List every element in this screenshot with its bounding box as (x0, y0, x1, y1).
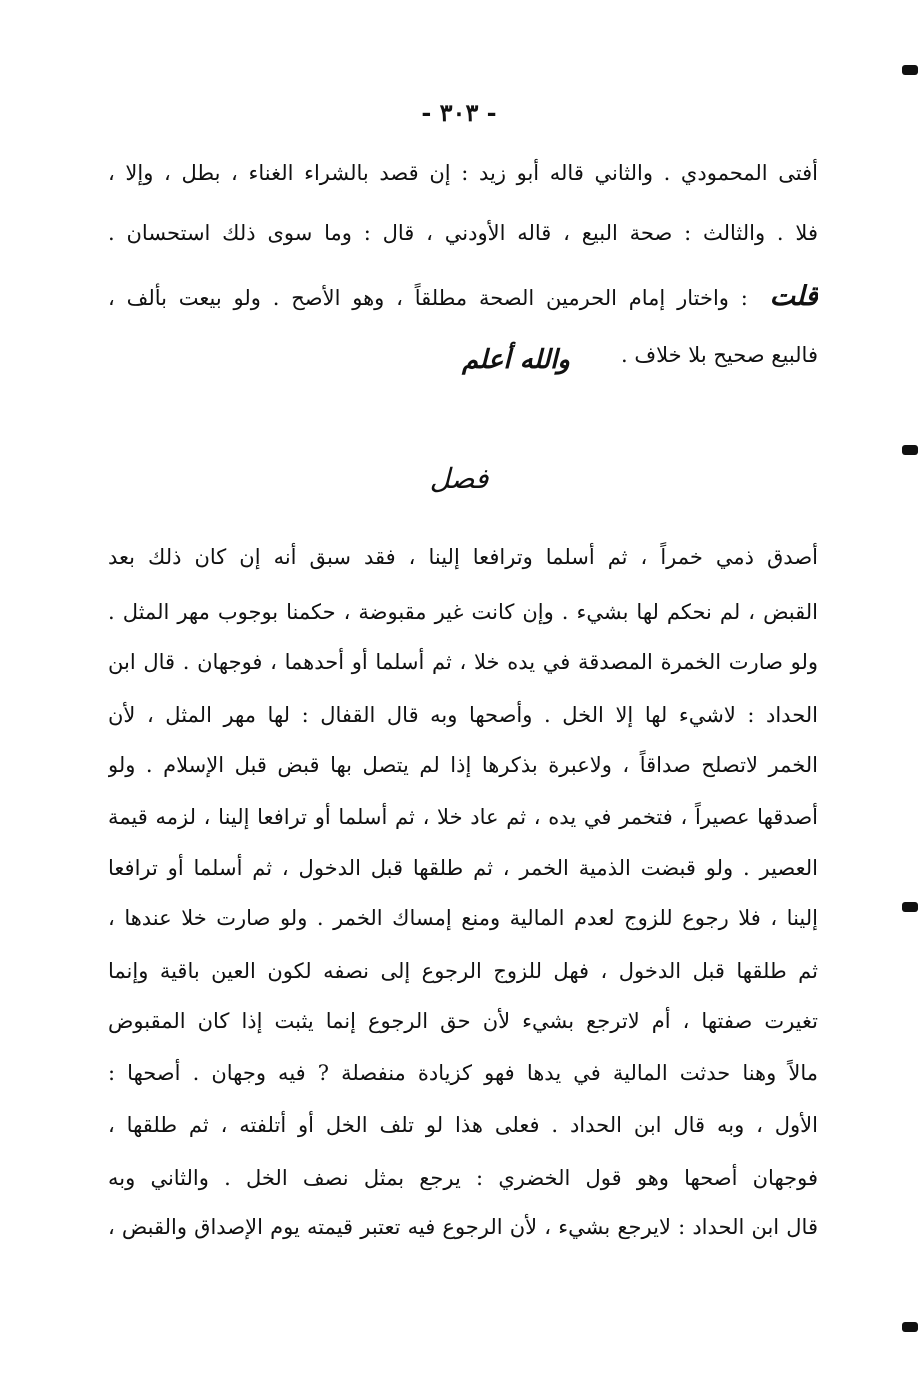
text-line-content: : واختار إمام الحرمين الصحة مطلقاً ، وهو الأصح . ولو بيعت بألف ، (108, 286, 748, 310)
text-line: تغيرت صفتها ، أم لاترجع بشيء لأن حق الرجوع إنما يثبت إذا كان المقبوض (108, 1009, 818, 1033)
text-line (108, 282, 818, 313)
text-line: فلا . والثالث : صحة البيع ، قاله الأودني ، قال : وما سوى ذلك استحسان . (108, 221, 818, 245)
text-line: الخمر لاتصلح صداقاً ، ولاعبرة بذكرها إذا لم يتصل بها قبض قبل الإسلام . ولو (108, 753, 818, 777)
text-line: فوجهان أصحها وهو قول الخضري : يرجع بمثل نصف الخل . والثاني وبه (108, 1166, 818, 1190)
text-line: فالبيع صحيح بلا خلاف . (621, 343, 818, 367)
text-line: مالاً وهنا حدثت المالية في يدها فهو كزيادة منفصلة ? فيه وجهان . أصحها : (108, 1061, 818, 1085)
text-line: قال ابن الحداد : لايرجع بشيء ، لأن الرجوع فيه تعتبر قيمته يوم الإصداق والقبض ، (108, 1215, 818, 1239)
margin-mark (902, 1322, 918, 1332)
text-line: العصير . ولو قبضت الذمية الخمر ، ثم طلقها قبل الدخول ، ثم أسلما أو ترافعا (108, 856, 818, 880)
text-line: الحداد : لاشيء لها إلا الخل . وأصحها وبه قال القفال : لها مهر المثل ، لأن (108, 703, 818, 727)
section-heading: فصل (429, 462, 489, 495)
text-line: الأول ، وبه قال ابن الحداد . فعلى هذا لو تلف الخل أو أتلفته ، ثم طلقها ، (108, 1113, 818, 1137)
wallahu-alam: والله أعلم (462, 345, 570, 375)
text-line: ثم طلقها قبل الدخول ، فهل للزوج الرجوع إلى نصفه لكون العين باقية وإنما (108, 959, 818, 983)
margin-mark (902, 65, 918, 75)
qultu-label: قلت (769, 282, 818, 312)
text-line: أصدقها عصيراً ، فتخمر في يده ، ثم عاد خلا ، ثم أسلما أو ترافعا إلينا ، لزمه قيمة (108, 805, 818, 829)
text-line: أصدق ذمي خمراً ، ثم أسلما وترافعا إلينا ، فقد سبق أنه إن كان ذلك بعد (108, 545, 818, 569)
page-number: - ٣٠٣ - (421, 98, 497, 127)
text-line: إلينا ، فلا رجوع للزوج لعدم المالية ومنع إمساك الخمر . ولو صارت خلا عندها ، (108, 906, 818, 930)
text-line: أفتى المحمودي . والثاني قاله أبو زيد : إن قصد بالشراء الغناء ، بطل ، وإلا ، (108, 161, 818, 185)
margin-mark (902, 445, 918, 455)
text-line: القبض ، لم نحكم لها بشيء . وإن كانت غير مقبوضة ، حكمنا بوجوب مهر المثل . (108, 600, 818, 624)
margin-mark (902, 902, 918, 912)
text-line: ولو صارت الخمرة المصدقة في يده خلا ، ثم أسلما أو أحدهما ، فوجهان . قال ابن (108, 650, 818, 674)
